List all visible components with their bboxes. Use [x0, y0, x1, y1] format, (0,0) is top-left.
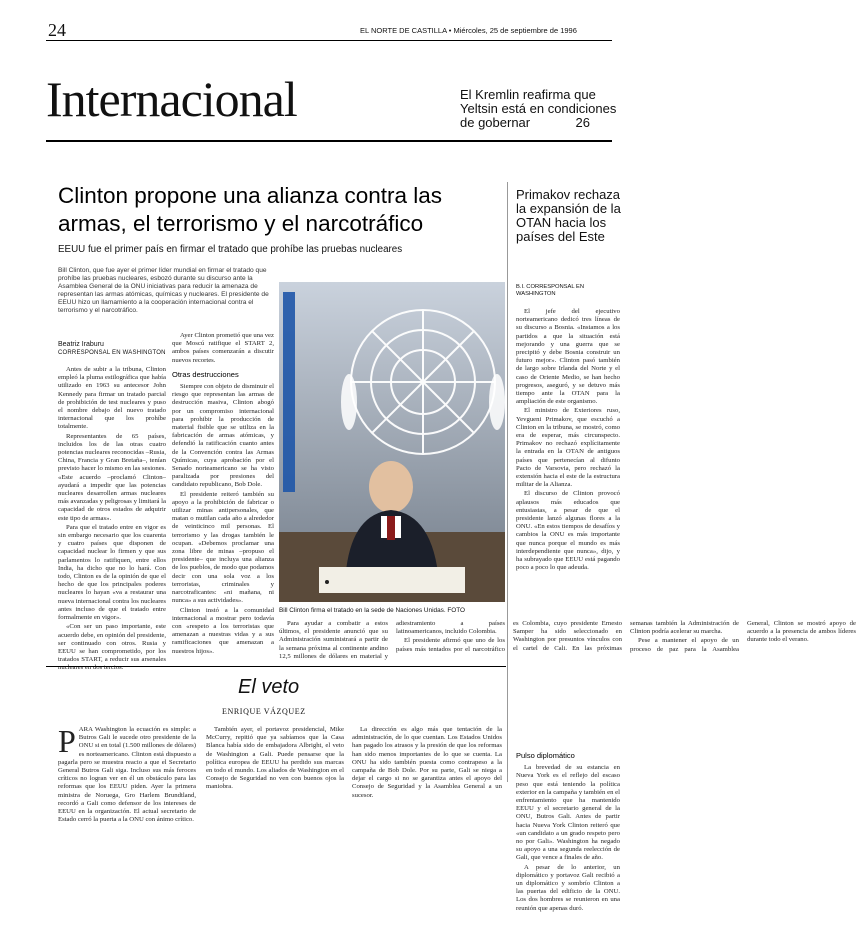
main-column-3 — [279, 620, 856, 662]
paragraph: A pesar de lo anterior, un diplomático y portavoz Gali recibió a un diplomático y sombrío Clinton a las puertas del edificio de la ONU. Los dos hombres se reunieron en una reunión que apenas duró. — [516, 863, 620, 912]
side-byline: B.I. CORRESPONSAL EN WASHINGTON — [516, 284, 585, 297]
paragraph: El presidente afirmó que uno de los países más tentados por el narcotráfico es Colombia, cuyo presidente Ernesto Samper ha sido seleccionado en Washington por presuntos vínculos con el cartel de Cali. En las próximas semanas también la Administración de Clinton podría acelerar su marcha. — [396, 620, 739, 653]
paragraph: ARA Washington la ecuación es simple: a Butros Gali le sucede otro presidente de la ONU si en total (1.500 millones de dólares) es norteamericano. Clinton está dispuesto a pagarla pero se muestra reacio a que el Secretario General Butros Gali siga. Incluso sus más feroces críticos no logran ver en él un obstáculo para las reformas que los EEUU piden. Ayer la primera ministra de Noruega, Gro Harlem Brundtland, recordó a Gali como defensor de los intereses de EEUU en la organización. El actual secretario de Estado cerró la puerta a la ONU con ánimo crítico. — [58, 726, 196, 824]
paragraph: Clinton instó a la comunidad internacional a mostrar pero todavía con «respeto a los terroristas que amenazan a nuestras vidas y a sus ramificaciones que amenazan a nuestros hijos». — [172, 606, 274, 655]
main-subhead: EEUU fue el primer país en firmar el tratado que prohíbe las pruebas nucleares — [58, 244, 403, 255]
main-byline — [58, 340, 166, 358]
clinton-signing-photo — [279, 282, 505, 602]
paragraph: La dirección es algo más que tentación de la administración, de lo que cuentan. Los Estados Unidos han pagado los atrasos y la presión de que los reformas han sido menos importantes de lo que se cuenta. La ONU ha sido también puesta como contrapeso a la campaña de Bob Dole. Por su parte, Gali se niega a dejar el cargo si no se garantiza antes el apoyo del Consejo de Seguridad y la Asamblea General a un sucesor. — [352, 726, 502, 799]
paragraph: Ayer Clinton prometió que una vez que Moscú ratifique el START 2, ambos países comenzarán a discutir nuevos recortes. — [172, 332, 274, 364]
lead-paragraph: Bill Clinton, que fue ayer el primer líder mundial en firmar el tratado que prohíbe las pruebas nucleares, esbozó durante su discurso ante la Asamblea General de la ONU iniciativas para reducir la amenaza de representan las armas atómicas, químicas y nucleares. El presidente de EEUU hizo un llamamiento a la cooperación internacional contra el terrorismo y el narcotráfico. — [58, 267, 269, 314]
teaser-text: El Kremlin reafirma que Yeltsin está en condiciones de gobernar — [460, 87, 617, 130]
paragraph: Antes de subir a la tribuna, Clinton empleó la pluma estilográfica que había utilizado en 1963 su antecesor John Kennedy para firmar un tratado parcial de prohibición de test nucleares y puso el nombre debajo del nuevo tratado internacional que los prohíbe totalmente. — [58, 366, 166, 431]
paragraph: Siempre con objeto de disminuir el riesgo que representan las armas de destrucción masiva, Clinton abogó por un compromiso internacional para prohibir la producción de material fisible que se utiliza en la fabricación de armas atómicas, y defendió la ratificación cuanto antes de la Convención contra las Armas Químicas, cuya aprobación por el Senado norteamericano se ha visto paralizada por presiones del candidato republicano, Bob Dole. — [172, 383, 274, 489]
paragraph: El presidente reiteró también su apoyo a la prohibición de fabricar o utilizar minas antipersonales, que matan o mutilan cada año a alrededor de veinticinco mil personas. El terrorismo y las drogas también le ocupan. «Debemos proclamar una zona libre de minas –propuso el presidente– que incluya una alianza de los pueblos, de modo que podamos decir con una sola voz a los terroristas, criminales y narcotraficantes: «ni mañana, ni nunca» a sus actividades». — [172, 490, 274, 605]
paragraph: También ayer, el portavoz presidencial, Mike McCurry, repitió que ya sabíamos que la Casa Blanca había sido de embajadora Albright, el veto de Washington a Gali. Puede pensarse que la política europea de EEUU ha perdido sus marcas en todo el mundo. Los aliados de Washington en el Consejo de Seguridad no ven con buenos ojos la maniobra. — [206, 726, 344, 791]
paragraph: El ministro de Exteriores ruso, Yevgueni Primakov, que escuchó a Clinton en la tribuna, se mostró, como era de esperar, más circunspecto. Primakov no rechazó explícitamente la entrada en la OTAN de antiguos países que pertenecían al difunto Pacto de Varsovia, pero rechazó la extensión hacia el este de la estructura militar de la Alianza. — [516, 407, 620, 489]
photo-illustration — [279, 282, 505, 602]
paragraph: Pese a mantener el apoyo de un proceso de paz para la Asamblea General, Clinton se mostró apoyo de acuerdo a la presencia de ambos líderes durante todo el verano. — [630, 620, 856, 653]
veto-title: El veto — [238, 676, 300, 698]
teaser-headline[interactable] — [460, 88, 620, 130]
paragraph: El jefe del ejecutivo norteamericano dedicó tres líneas de su discurso a Bosnia. «Instamos a los partidos a que la situación está mejorando y una guerra que se precipitó y debe Bosnia construir un futuro mejor». Clinton pasó también de largo sobre Irlanda del Norte y el caso de Oriente Medio, se han hecho progresos, aseguró, y se detuvo más tiempo ante la OTAN para la ampliación de este organismo. — [516, 308, 620, 406]
byline-name: Beatriz Iraburu — [58, 341, 104, 348]
subheading: Otras destrucciones — [172, 369, 239, 379]
column-divider — [507, 182, 508, 782]
main-column-2 — [172, 332, 274, 662]
bottom-divider — [46, 666, 506, 667]
page-number: 24 — [48, 20, 66, 40]
header-divider — [46, 40, 612, 41]
drop-cap: P — [58, 723, 76, 759]
teaser-page-number: 26 — [575, 115, 590, 130]
paragraph: La brevedad de su estancia en Nueva York es el reflejo del escaso peso que está teniendo la política exterior en la campaña y también en el enfrentamiento que ha mantenido EEUU y el secretario general de la ONU, Butros Gali. Antes de partir hacia Nueva York Clinton reiteró que «un candidato a un grado respeto pero no por Gali». Washington ha negado su apoyo a una segunda reelección de Gali, que vence a finales de año. — [516, 764, 620, 862]
paragraph: Para que el tratado entre en vigor es sin embargo necesario que los cuarenta y cuatro países que disponen de capacidad nuclear lo firmen y que sus parlamentos lo ratifiquen, entre ellos India, ha dicho que no lo hará. Con todo, Clinton es de la opinión de que el hecho de que los principales poderes nucleares lo hayan «va a restaurar una nueva internacional contra los nucleares antes incluso de que el tratado entre formalmente en vigor». — [58, 523, 166, 622]
veto-author: ENRIQUE VÁZQUEZ — [222, 707, 306, 716]
section-divider — [46, 140, 612, 142]
side-column — [516, 308, 620, 752]
byline-role: CORRESPONSAL EN WASHINGTON — [58, 350, 166, 356]
main-column-1 — [58, 366, 166, 672]
side-column-2 — [516, 752, 620, 942]
side-headline: Primakov rechaza la expansión de la OTAN hacia los países del Este — [516, 187, 621, 244]
paragraph: «Con ser un paso importante, este acuerdo debe, en opinión del presidente, ser continuado con otros. Rusia y EEUU se han comprometido, por los tratados START, a reducir sus arsenales nucleares en dos tercios. — [58, 623, 166, 672]
paragraph: Representantes de 65 países, incluidos los de las otras cuatro potencias nucleares reconocidas –Rusia, China, Francia y Gran Bretaña–, tenían previsto hacer lo mismo en las sesiones. «Este acuerdo –proclamó Clinton– ayudará a impedir que las potencias nucleares desarrollen armas nucleares más avanzadas y peligrosas y limitará la capacidad de otros estados de adquirir este tipo de armas». — [58, 432, 166, 522]
subheading: Pulso diplomático — [516, 751, 575, 760]
paragraph: Para ayudar a combatir a estos últimos, el presidente anunció que su Administración suministrará a partir de la semana próxima al continente andino 12,5 millones de dólares en material y adiestramiento a países latinoamericanos, incluido Colombia. — [279, 620, 505, 660]
photo-caption: Bill Clinton firma el tratado en la sede de Naciones Unidas. FOTO — [279, 607, 466, 614]
veto-column-1 — [58, 723, 196, 946]
veto-column-3 — [352, 726, 502, 946]
section-title: Internacional — [46, 71, 297, 127]
veto-column-2 — [206, 726, 344, 946]
masthead-info: EL NORTE DE CASTILLA • Miércoles, 25 de septiembre de 1996 — [360, 26, 577, 35]
paragraph: El discurso de Clinton provocó aplausos más educados que entusiastas, a pesar de que el presidente lanzó algunas flores a la ONU. «En estos tiempos de desafíos y cambios la ONU es más importante que nunca porque el mundo es más interdependiente que nunca», dijo, y ha subrayado que EEUU está pagando poco a poco lo que adeuda. — [516, 490, 620, 572]
main-headline: Clinton propone una alianza contra las armas, el terrorismo y el narcotráfico — [58, 183, 443, 236]
